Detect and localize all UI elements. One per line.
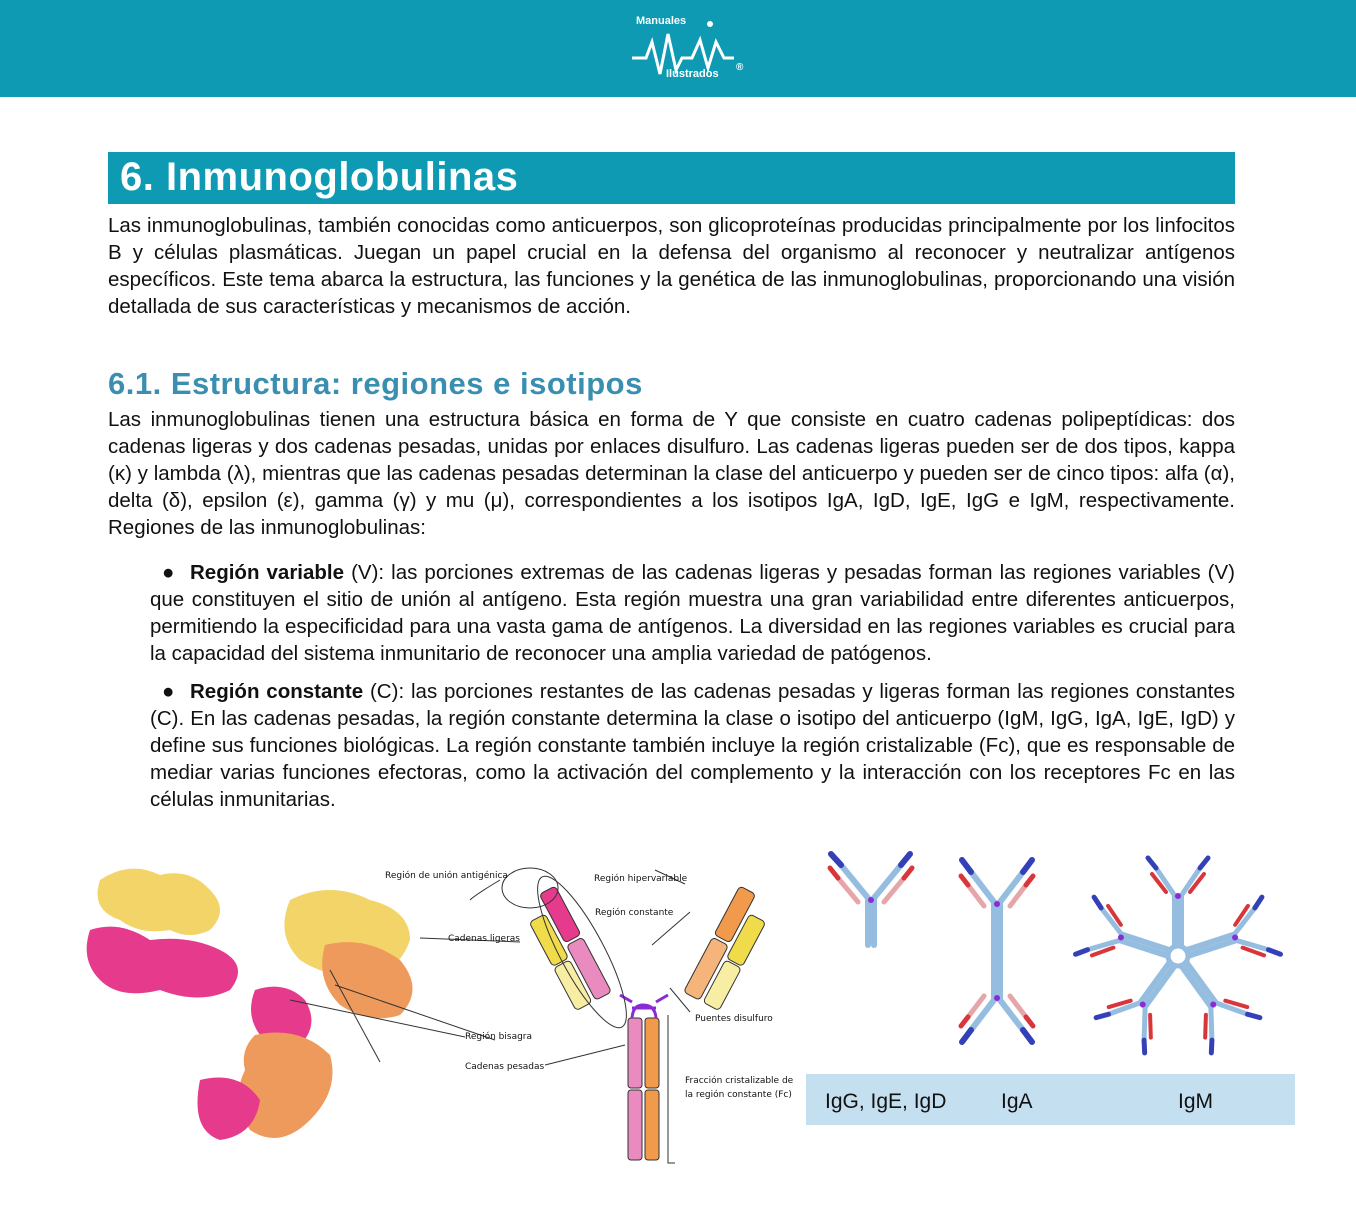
section-heading: 6.1. Estructura: regiones e isotipos	[108, 366, 643, 401]
bullet-icon: ●	[162, 680, 175, 703]
label-heavy-chains: Cadenas pesadas	[465, 1062, 545, 1072]
header-bar	[0, 0, 1356, 97]
isotype-label-iga: IgA	[1001, 1090, 1033, 1113]
isotype-label-igm: IgM	[1178, 1090, 1214, 1113]
chapter-title: 6. Inmunoglobulinas	[120, 155, 519, 199]
chapter-title-bar	[108, 152, 1235, 204]
label-fc-line2: la región constante (Fc)	[685, 1090, 792, 1100]
bullet-constant-region	[150, 678, 1235, 813]
antibody-structure-figure	[80, 840, 800, 1180]
label-hinge: Región bisagra	[465, 1032, 533, 1042]
bullet-variable-region	[150, 559, 1235, 667]
brand-line1: Manuales	[636, 15, 687, 27]
brand-line2: Ilustrados	[666, 68, 719, 80]
igm-pentamer-icon	[1076, 858, 1281, 1053]
bullet-term: Región constante	[190, 680, 364, 703]
bullet-text: (V): las porciones extremas de las cadenas ligeras y pesadas forman las regiones variables (V) que constituyen el sitio de unión al antígeno. Esta región muestra una gran variabilidad entre diferentes anticuerpos, permitiendo la especificidad para una vasta gama de antígenos. La diversidad en las regiones variables es crucial para la capacidad del sistema inmunitario de reconocer una amplia variedad de patógenos.	[150, 561, 1235, 665]
brand-registered: ®	[736, 62, 744, 73]
igg-monomer-icon	[830, 854, 912, 945]
label-constant-region: Región constante	[595, 908, 674, 918]
brand-logo	[628, 12, 752, 90]
label-disulfide: Puentes disulfuro	[695, 1014, 773, 1024]
label-hypervariable: Región hipervariable	[594, 874, 688, 884]
iga-dimer-icon	[961, 860, 1033, 1042]
label-light-chains: Cadenas ligeras	[448, 934, 520, 944]
section-body: Las inmunoglobulinas tienen una estructura básica en forma de Y que consiste en cuatro cadenas polipeptídicas: dos cadenas ligeras y dos cadenas pesadas, unidas por enlaces disulfuro. Las cadenas ligeras pueden ser de dos tipos, kappa (κ) y lambda (λ), mientras que las cadenas pesadas determinan la clase del anticuerpo y pueden ser de cinco tipos: alfa (α), delta (δ), epsilon (ε), gamma (γ) y mu (μ), correspondientes a los isotipos IgA, IgD, IgE, IgG e IgM, respectivamente. Regiones de las inmunoglobulinas:	[108, 408, 1235, 539]
intro-paragraph: Las inmunoglobulinas, también conocidas como anticuerpos, son glicoproteínas producidas principalmente por los linfocitos B y células plasmáticas. Juegan un papel crucial en la defensa del organismo al reconocer y neutralizar antígenos específicos. Este tema abarca la estructura, las funciones y la genética de las inmunoglobulinas, proporcionando una visión detallada de sus características y mecanismos de acción.	[108, 214, 1235, 318]
label-fc-line1: Fracción cristalizable de	[685, 1076, 794, 1086]
protein-surface-illustration	[87, 869, 413, 1140]
bullet-term: Región variable	[190, 561, 345, 584]
bullet-text: (C): las porciones restantes de las cadenas pesadas y ligeras forman las regiones constantes (C). En las cadenas pesadas, la región constante determina la clase o isotipo del anticuerpo (IgM, IgG, IgA, IgE, IgD) y define sus funciones biológicas. La región constante también incluye la región cristalizable (Fc), que es responsable de mediar varias funciones efectoras, como la activación del complemento y la interacción con los receptores Fc en las células inmunitarias.	[150, 680, 1235, 811]
isotype-labels-band	[806, 1074, 1295, 1125]
bullet-icon: ●	[162, 561, 175, 584]
label-antigen-site: Región de unión antigénica	[385, 871, 508, 881]
isotype-label-igg: IgG, IgE, IgD	[825, 1090, 947, 1113]
